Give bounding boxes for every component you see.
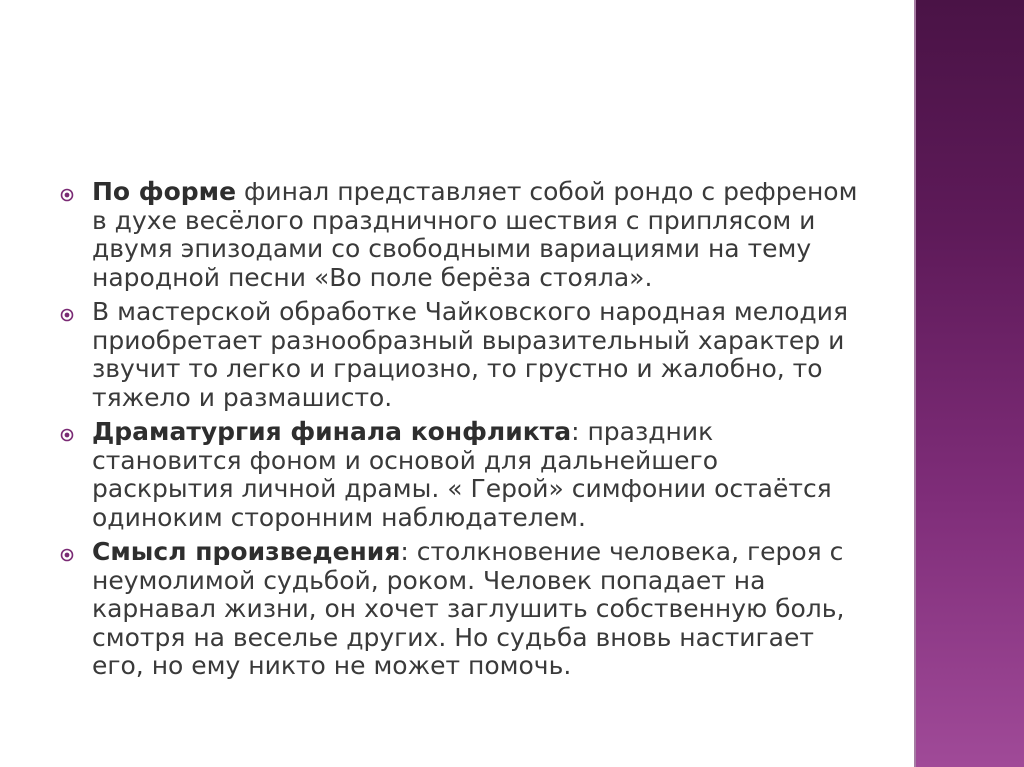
bullet-item-melody: [60, 298, 860, 412]
bullet-item-meaning: [60, 538, 860, 681]
bullet-text: : праздник становится фоном и основой для дальнейшего раскрытия личной драмы. « Герой» симфонии остаётся одиноким сторонним наблюдателем.: [92, 417, 832, 532]
bullet-list: [60, 178, 860, 687]
bullet-text: В мастерской обработке Чайковского народная мелодия приобретает разнообразный выразительный характер и звучит то легко и грациозно, то грустно и жалобно, то тяжело и размашисто.: [92, 297, 848, 412]
bullet-text: финал представляет собой рондо с рефреном в духе весёлого праздничного шествия с приплясом и двумя эпизодами со свободными вариациями на тему народной песни «Во поле берёза стояла».: [92, 177, 858, 292]
bullet-text: : столкновение человека, героя с неумолимой судьбой, роком. Человек попадает на карнавал жизни, он хочет заглушить собственную боль, смотря на веселье других. Но судьба вновь настигает его, но ему никто не может помочь.: [92, 537, 845, 680]
circle-dot-icon: [60, 308, 74, 322]
bullet-bold-text: Драматургия финала конфликта: [92, 417, 572, 446]
circle-dot-icon: [60, 188, 74, 202]
circle-dot-icon: [60, 548, 74, 562]
decorative-sidebar: [916, 0, 1024, 767]
circle-dot-icon: [60, 428, 74, 442]
bullet-item-form: [60, 178, 860, 292]
bullet-bold-text: По форме: [92, 177, 237, 206]
bullet-item-dramaturgy: [60, 418, 860, 532]
bullet-bold-text: Смысл произведения: [92, 537, 401, 566]
